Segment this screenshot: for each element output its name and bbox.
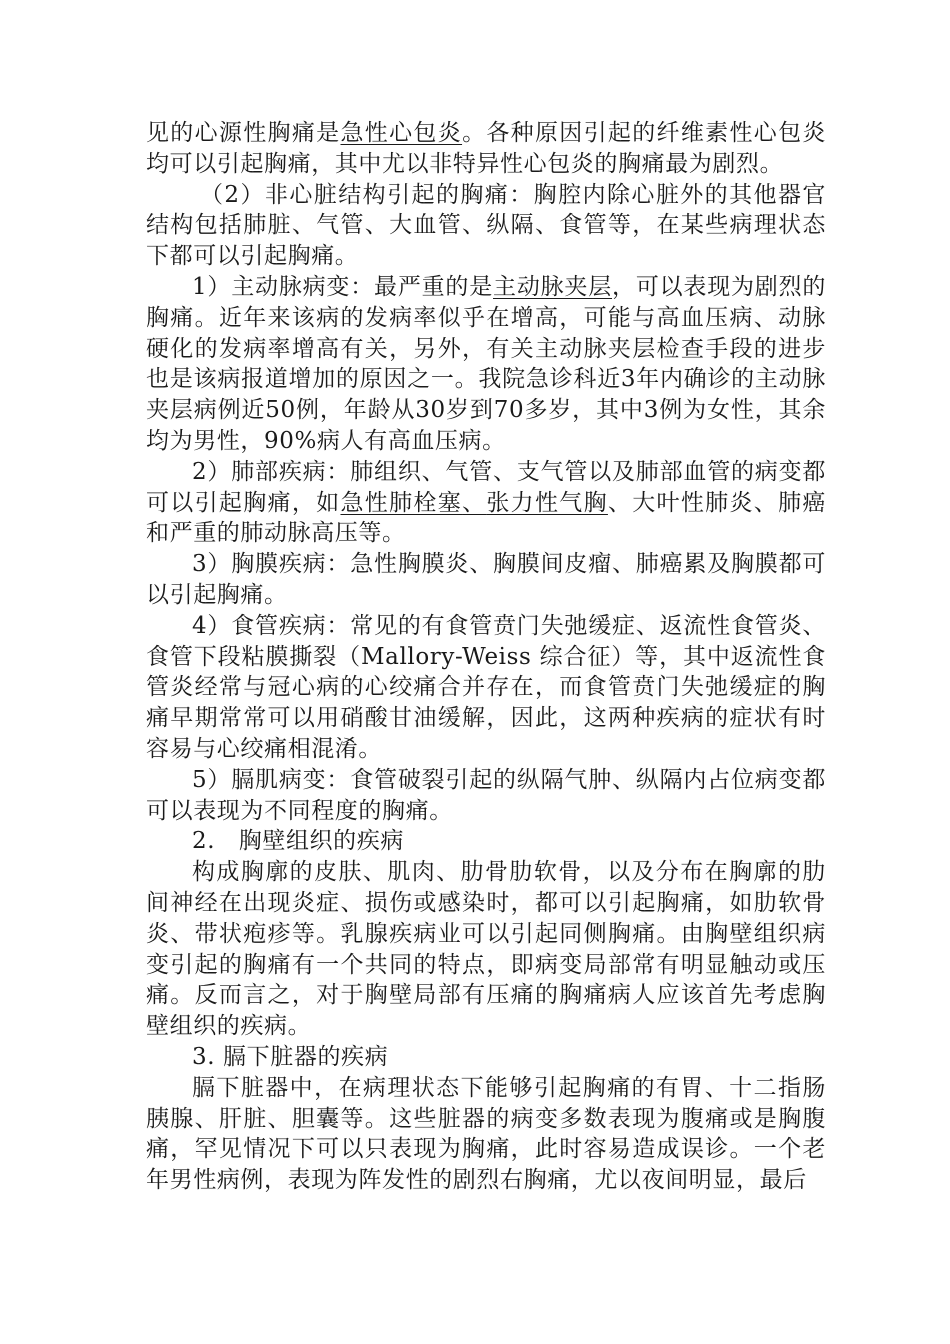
text-segment: 2）肺部疾病：肺组织、气管、支气管以及肺部血管的病变都可以引起胸痛，如 [146,458,826,516]
paragraph-lung-disease [146,457,826,549]
document-page [146,118,826,1196]
paragraph-pleural-disease: 3）胸膜疾病：急性胸膜炎、胸膜间皮瘤、肺癌累及胸膜都可以引起胸痛。 [146,551,826,608]
text-segment: 1）主动脉病变：最严重的是 [192,273,494,300]
paragraph-aortic-disease [146,272,826,457]
paragraph-esophageal-disease: 4）食管疾病：常见的有食管贲门失弛缓症、返流性食管炎、食管下段粘膜撕裂（Mallory-Weiss 综合征）等，其中返流性食管炎经常与冠心病的心绞痛合并存在，而食管贲门失弛缓症的胸痛早期常常可以用硝酸甘油缓解，因此，这两种疾病的症状有时容易与心绞痛相混淆。 [146,612,826,762]
paragraph-diaphragm-disease: 5）膈肌病变：食管破裂引起的纵隔气肿、纵隔内占位病变都可以表现为不同程度的胸痛。 [146,766,826,824]
text-segment: 、大叶性肺炎、肺癌和严重的肺动脉高压等。 [146,489,827,547]
paragraph-noncardiac-structures: （2）非心脏结构引起的胸痛：胸腔内除心脏外的其他器官结构包括肺脏、气管、大血管、纵隔、食管等，在某些病理状态下都可以引起胸痛。 [146,181,826,270]
term-link-tension-pneumothorax[interactable]: 张力性气胸 [486,489,608,516]
term-link-acute-pulmonary-embolism[interactable]: 急性肺栓塞 [340,489,463,516]
text-segment: 。各种原因引起的纤维素性心包炎均可以引起胸痛，其中尤以非特异性心包炎的胸痛最为剧烈。 [146,120,827,177]
term-link-aortic-dissection[interactable]: 主动脉夹层 [493,273,613,300]
section-heading-subdiaphragm: 3. 膈下脏器的疾病 [192,1043,389,1070]
paragraph-subdiaphragm: 膈下脏器中，在病理状态下能够引起胸痛的有胃、十二指肠胰腺、肝脏、胆囊等。这些脏器的病变多数表现为腹痛或是胸腹痛，罕见情况下可以只表现为胸痛，此时容易造成误诊。一个老年男性病例，表现为阵发性的剧烈右胸痛，尤以夜间明显，最后 [146,1074,826,1194]
text-segment: ，可以表现为剧烈的胸痛。近年来该病的发病率似乎在增高，可能与高血压病、动脉硬化的发病率增高有关，另外，有关主动脉夹层检查手段的进步也是该病报道增加的原因之一。我院急诊科近3年内确诊的主动脉夹层病例近50例，年龄从30岁到70多岁，其中3例为女性，其余均为男性，90%病人有高血压病。 [146,273,827,454]
paragraph-chest-wall: 构成胸廓的皮肤、肌肉、肋骨肋软骨，以及分布在胸廓的肋间神经在出现炎症、损伤或感染时，都可以引起胸痛，如肋软骨炎、带状疱疹等。乳腺疾病业可以引起同侧胸痛。由胸壁组织病变引起的胸痛有一个共同的特点，即病变局部常有明显触动或压痛。反而言之，对于胸壁局部有压痛的胸痛病人应该首先考虑胸壁组织的疾病。 [146,859,826,1040]
term-link-acute-pericarditis[interactable]: 急性心包炎 [340,120,463,146]
paragraph-pericarditis [146,118,826,180]
section-heading-chest-wall: 2. 胸壁组织的疾病 [192,828,404,855]
text-segment: 见的心源性胸痛是 [146,120,341,146]
term-separator: 、 [462,489,487,516]
